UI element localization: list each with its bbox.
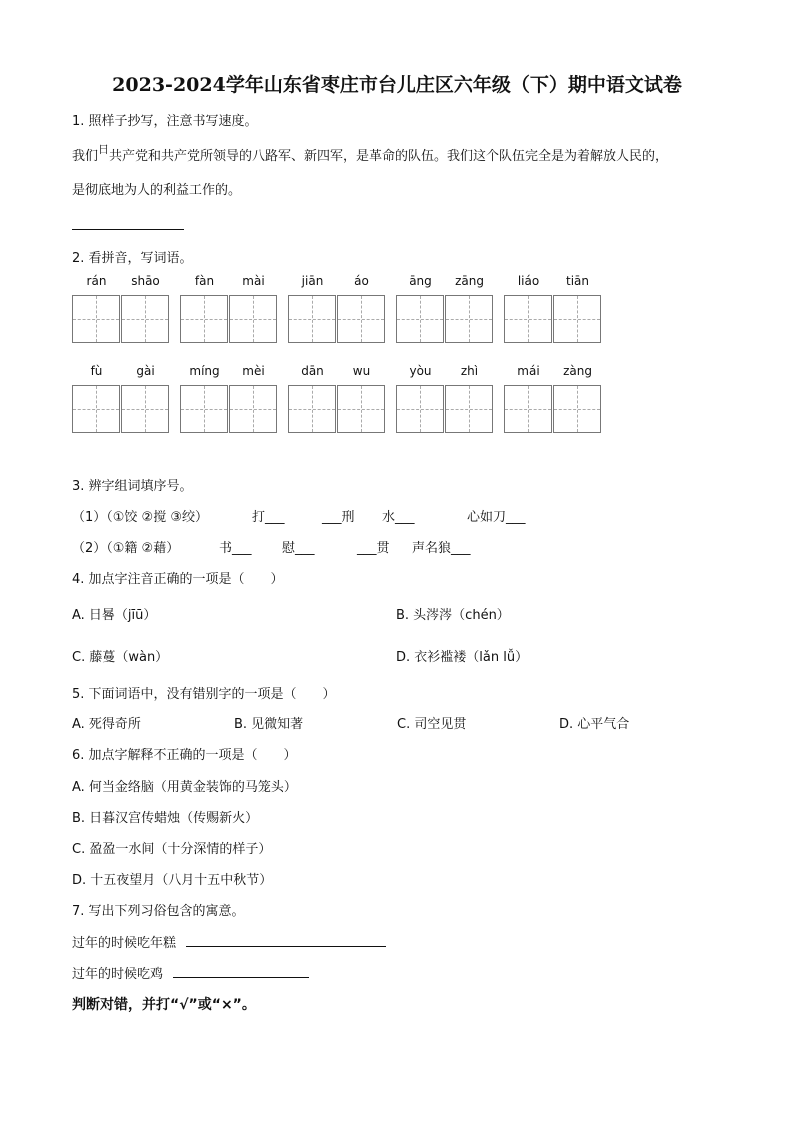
pinyin-label: liáo <box>517 274 540 288</box>
pinyin-label: fàn <box>194 274 215 288</box>
q1-text-a: 我们 <box>72 149 99 164</box>
q3-row1-item-2[interactable]: ___刑 <box>322 510 355 525</box>
pinyin-labels <box>288 274 386 292</box>
q6-option-b[interactable]: B. 日暮汉宫传蜡烛（传赐新火） <box>72 811 259 826</box>
tian-zi-box[interactable] <box>337 385 385 433</box>
q3-row1-item-4[interactable]: 心如刀___ <box>467 510 526 525</box>
pinyin-labels <box>288 364 386 382</box>
pinyin-label: zāng <box>455 274 484 288</box>
pinyin-labels <box>72 364 170 382</box>
q1-passage-line2: 是彻底地为人的利益工作的。 <box>72 183 242 198</box>
pinyin-labels <box>504 364 602 382</box>
page-title: 2023-2024学年山东省枣庄市台儿庄区六年级（下）期中语文试卷 <box>112 74 682 96</box>
pinyin-group <box>72 274 170 346</box>
tian-zi-box[interactable] <box>445 385 493 433</box>
q5-stem: 5. 下面词语中，没有错别字的一项是（ ） <box>72 687 336 702</box>
q1-passage-line1 <box>72 143 668 171</box>
pinyin-label: wu <box>352 364 371 378</box>
q6-stem: 6. 加点字解释不正确的一项是（ ） <box>72 748 297 763</box>
q5-option-d[interactable]: D. 心平气合 <box>559 717 630 732</box>
q1-superscript: 日 <box>98 143 110 156</box>
q1-answer-line[interactable] <box>72 229 184 230</box>
pinyin-label: áo <box>354 274 369 288</box>
q6-option-a[interactable]: A. 何当金络脑（用黄金装饰的马笼头） <box>72 780 297 795</box>
pinyin-label: zhì <box>460 364 479 378</box>
judge-section-heading: 判断对错，并打“√”或“×”。 <box>72 997 256 1013</box>
q4-option-a[interactable]: A. 日晷（jīū） <box>72 608 157 623</box>
tian-zi-box[interactable] <box>72 385 120 433</box>
pinyin-label: rán <box>86 274 107 288</box>
q3-row2-item-1[interactable]: 书___ <box>219 541 252 556</box>
pinyin-group <box>504 364 602 436</box>
q5-option-b[interactable]: B. 见微知著 <box>234 717 304 732</box>
tian-zi-box[interactable] <box>337 295 385 343</box>
pinyin-label: mèi <box>242 364 265 378</box>
pinyin-label: zàng <box>563 364 592 378</box>
pinyin-group <box>288 364 386 436</box>
tian-zi-box[interactable] <box>121 385 169 433</box>
pinyin-group <box>180 274 278 346</box>
q4-stem: 4. 加点字注音正确的一项是（ ） <box>72 572 284 587</box>
pinyin-group <box>396 274 494 346</box>
pinyin-labels <box>72 274 170 292</box>
q3-row1-item-3[interactable]: 水___ <box>382 510 415 525</box>
q3-row2-item-4[interactable]: 声名狼___ <box>412 541 471 556</box>
tian-zi-box[interactable] <box>396 385 444 433</box>
tian-zi-box[interactable] <box>504 385 552 433</box>
q5-option-c[interactable]: C. 司空见贯 <box>397 717 467 732</box>
pinyin-label: míng <box>189 364 220 378</box>
q3-row2-item-2[interactable]: 慰___ <box>282 541 315 556</box>
pinyin-label: gài <box>136 364 155 378</box>
q7-stem: 7. 写出下列习俗包含的寓意。 <box>72 904 245 919</box>
q3-stem: 3. 辨字组词填序号。 <box>72 479 193 494</box>
pinyin-label: tiān <box>566 274 589 288</box>
pinyin-labels <box>180 364 278 382</box>
pinyin-label: mái <box>517 364 540 378</box>
pinyin-label: mài <box>242 274 265 288</box>
pinyin-group <box>504 274 602 346</box>
q3-row2-item-3[interactable]: ___贯 <box>357 541 390 556</box>
q4-option-d[interactable]: D. 衣衫褴褛（lǎn lǚ） <box>396 650 529 665</box>
tian-zi-box[interactable] <box>504 295 552 343</box>
q7-answer-line-2[interactable] <box>173 977 309 978</box>
pinyin-label: dān <box>301 364 324 378</box>
pinyin-labels <box>504 274 602 292</box>
pinyin-label: fù <box>90 364 103 378</box>
pinyin-labels <box>396 364 494 382</box>
tian-zi-box[interactable] <box>553 385 601 433</box>
pinyin-group <box>288 274 386 346</box>
pinyin-label: yòu <box>409 364 432 378</box>
pinyin-label: āng <box>409 274 432 288</box>
tian-zi-box[interactable] <box>121 295 169 343</box>
q4-option-c[interactable]: C. 藤蔓（wàn） <box>72 650 169 665</box>
tian-zi-box[interactable] <box>288 295 336 343</box>
tian-zi-box[interactable] <box>180 295 228 343</box>
q4-option-b[interactable]: B. 头涔涔（chén） <box>396 608 510 623</box>
pinyin-group <box>396 364 494 436</box>
q1-text-b: 共产党和共产党所领导的八路军、新四军，是革命的队伍。我们这个队伍完全是为着解放人民的， <box>109 149 669 164</box>
pinyin-group <box>72 364 170 436</box>
pinyin-label: jiān <box>301 274 324 288</box>
tian-zi-box[interactable] <box>72 295 120 343</box>
q7-item-2: 过年的时候吃鸡 <box>72 967 164 982</box>
tian-zi-box[interactable] <box>553 295 601 343</box>
pinyin-group <box>180 364 278 436</box>
tian-zi-box[interactable] <box>229 295 277 343</box>
q3-row1-item-1[interactable]: 打___ <box>252 510 285 525</box>
q7-answer-line-1[interactable] <box>186 946 386 947</box>
q5-option-a[interactable]: A. 死得奇所 <box>72 717 141 732</box>
q6-option-c[interactable]: C. 盈盈一水间（十分深情的样子） <box>72 842 272 857</box>
tian-zi-box[interactable] <box>180 385 228 433</box>
q3-row2-label: （2）（①籍 ②藉） <box>72 541 180 556</box>
tian-zi-box[interactable] <box>396 295 444 343</box>
pinyin-labels <box>180 274 278 292</box>
q6-option-d[interactable]: D. 十五夜望月（八月十五中秋节） <box>72 873 273 888</box>
tian-zi-box[interactable] <box>288 385 336 433</box>
tian-zi-box[interactable] <box>229 385 277 433</box>
tian-zi-box[interactable] <box>445 295 493 343</box>
pinyin-label: shāo <box>131 274 160 288</box>
q1-stem: 1. 照样子抄写，注意书写速度。 <box>72 114 258 129</box>
q2-stem: 2. 看拼音，写词语。 <box>72 251 193 266</box>
q3-row1-label: （1）（①饺 ②搅 ③绞） <box>72 510 208 525</box>
q7-item-1: 过年的时候吃年糕 <box>72 936 177 951</box>
pinyin-labels <box>396 274 494 292</box>
